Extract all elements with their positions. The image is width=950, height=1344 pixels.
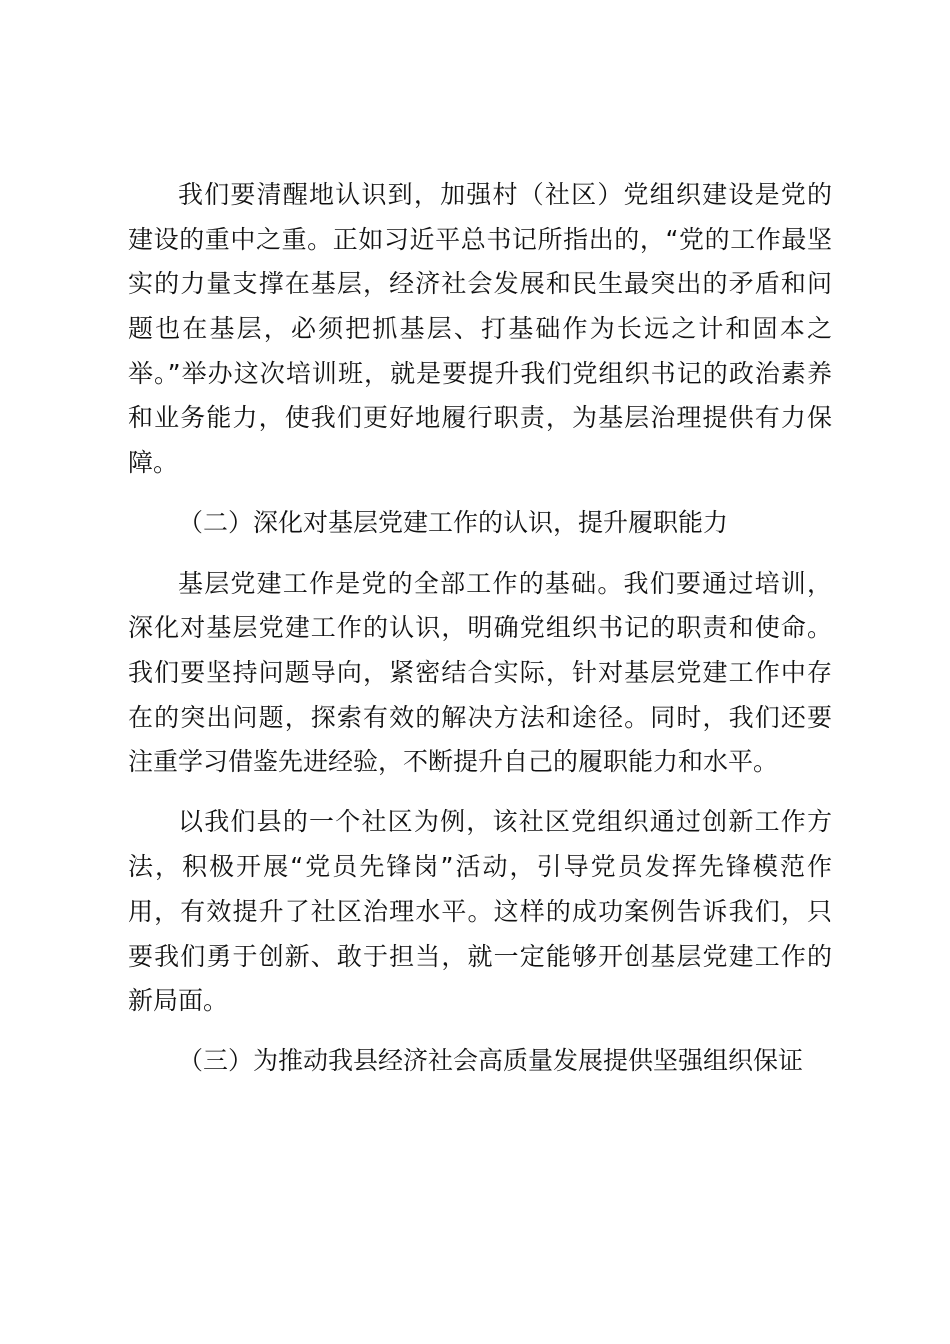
text-line: 建设的重中之重。正如习近平总书记所指出的，“党的工作最坚 (128, 224, 832, 254)
text-line: 基层党建工作是党的全部工作的基础。我们要通过培训， (178, 568, 832, 598)
document-page (128, 173, 832, 1100)
text-line: 在的突出问题，探索有效的解决方法和途径。同时，我们还要 (128, 702, 832, 732)
body-paragraph (128, 562, 832, 785)
text-line: 以我们县的一个社区为例，该社区党组织通过创新工作方 (178, 807, 832, 837)
text-line: 用，有效提升了社区治理水平。这样的成功案例告诉我们，只 (128, 896, 832, 926)
text-line: 题也在基层，必须把抓基层、打基础作为长远之计和固本之 (128, 314, 832, 344)
text-line: 障。 (128, 448, 179, 478)
text-line: 我们要坚持问题导向，紧密结合实际，针对基层党建工作中存 (128, 657, 832, 687)
text-line: 实的力量支撑在基层，经济社会发展和民生最突出的矛盾和问 (128, 269, 832, 299)
text-line: 注重学习借鉴先进经验，不断提升自己的履职能力和水平。 (128, 747, 779, 777)
text-line: 要我们勇于创新、敢于担当，就一定能够开创基层党建工作的 (128, 941, 832, 971)
text-line: （三）为推动我县经济社会高质量发展提供坚强组织保证 (178, 1046, 804, 1076)
body-paragraph (128, 800, 832, 1023)
section-heading (128, 1039, 832, 1084)
text-line: 法，积极开展“党员先锋岗”活动，引导党员发挥先锋模范作 (128, 852, 832, 882)
text-line: 新局面。 (128, 986, 229, 1016)
body-paragraph (128, 173, 832, 486)
text-line: 举。”举办这次培训班，就是要提升我们党组织书记的政治素养 (128, 358, 832, 388)
section-heading (128, 501, 832, 546)
text-line: （二）深化对基层党建工作的认识，提升履职能力 (178, 508, 729, 538)
text-line: 我们要清醒地认识到，加强村（社区）党组织建设是党的 (178, 180, 832, 209)
text-line: 深化对基层党建工作的认识，明确党组织书记的职责和使命。 (128, 613, 832, 643)
text-line: 和业务能力，使我们更好地履行职责，为基层治理提供有力保 (128, 403, 832, 433)
